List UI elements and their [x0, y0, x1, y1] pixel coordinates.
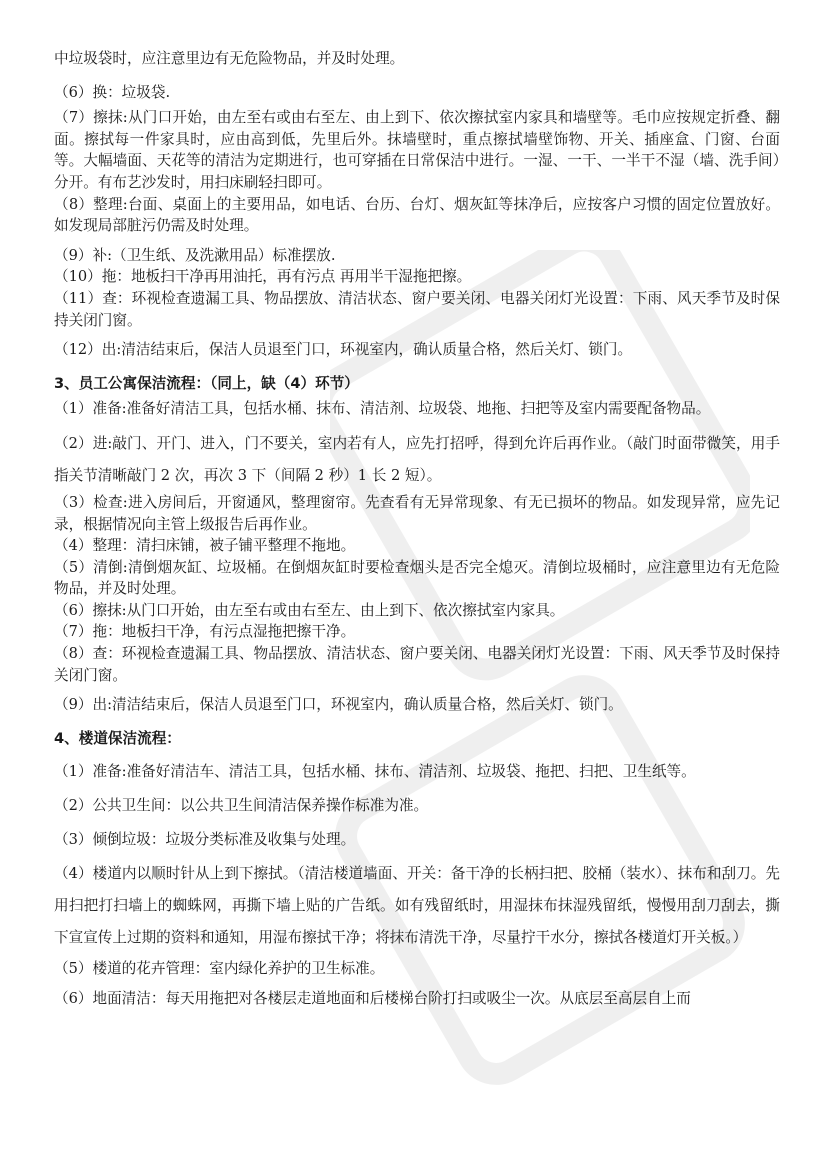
- list-item: （6）擦抹:从门口开始，由左至右或由右至左、由上到下、依次擦拭室内家具。: [54, 601, 565, 619]
- list-item: （3）检查:进入房间后，开窗通风，整理窗帘。先查看有无异常现象、有无已损坏的物品。如发现异常，应先记录，根据情况向主管上级报告后再作业。: [54, 493, 780, 533]
- list-item: （3）倾倒垃圾：垃圾分类标准及收集与处理。: [54, 830, 356, 848]
- list-item: （2）公共卫生间：以公共卫生间清洁保养操作标准为准。: [54, 797, 429, 815]
- list-item: （9）出:清洁结束后，保洁人员退至门口，环视室内，确认质量合格，然后关灯、锁门。: [54, 696, 623, 714]
- paragraph: （7）擦抹:从门口开始，由左至右或由右至左、由上到下、依次擦拭室内家具和墙壁等。毛巾应按规定折叠、翻面。擦拭每一件家具时，应由高到低，先里后外。抹墙壁时，重点擦拭墙壁饰物、开关、插座盒、门窗、台面等。大幅墙面、天花等的清洁为定期进行，也可穿插在日常保洁中进行。一湿、一干、一半干不湿（墙、洗手间）分开。有布艺沙发时，用扫床刷轻扫即可。: [54, 109, 780, 191]
- list-item: （7）拖：地板扫干净，有污点湿拖把擦干净。: [54, 623, 356, 641]
- paragraph: （11）查：环视检查遗漏工具、物品摆放、清洁状态、窗户要关闭、电器关闭灯光设置：下雨、风天季节及时保持关闭门窗。: [54, 289, 780, 329]
- section-heading-4: 4、楼道保洁流程：: [54, 729, 181, 747]
- list-item: （5）清倒:清倒烟灰缸、垃圾桶。在倒烟灰缸时要检查烟头是否完全熄灭。清倒垃圾桶时，应注意里边有无危险物品，并及时处理。: [54, 558, 780, 598]
- section-heading-3: 3、员工公寓保洁流程：（同上，缺（4）环节）: [54, 374, 359, 392]
- paragraph: （12）出:清洁结束后，保洁人员退至门口，环视室内，确认质量合格，然后关灯、锁门。: [54, 341, 633, 359]
- paragraph: （9）补:（卫生纸、及洗漱用品）标准摆放.: [54, 246, 336, 264]
- list-item: （1）准备:准备好清洁车、清洁工具，包括水桶、抹布、清洁剂、垃圾袋、拖把、扫把、卫生纸等。: [54, 763, 696, 781]
- list-item: （1）准备:准备好清洁工具，包括水桶、抹布、清洁剂、垃圾袋、地拖、扫把等及室内需要配备物品。: [54, 400, 711, 418]
- list-item: （8）查：环视检查遗漏工具、物品摆放、清洁状态、窗户要关闭、电器关闭灯光设置：下雨、风天季节及时保持关闭门窗。: [54, 645, 780, 684]
- paragraph: 中垃圾袋时，应注意里边有无危险物品，并及时处理。: [54, 50, 405, 67]
- list-item: （5）楼道的花卉管理：室内绿化养护的卫生标准。: [54, 960, 385, 978]
- paragraph: （10）拖：地板扫干净再用油托，再有污点 再用半干湿拖把擦。: [54, 268, 472, 286]
- list-item: （6）地面清洁：每天用拖把对各楼层走道地面和后楼梯台阶打扫或吸尘一次。从底层至高层自上而: [54, 989, 691, 1007]
- list-item: （4）楼道内以顺时针从上到下擦拭。（清洁楼道墙面、开关：备干净的长柄扫把、胶桶（装水）、抹布和刮刀。先用扫把打扫墙上的蜘蛛网，再撕下墙上贴的广告纸。如有残留纸时，用湿抹布抹湿残留纸，慢慢用刮刀刮去，撕下宣宣传上过期的资料和通知，用湿布擦拭干净；将抹布清洗干净，尽量拧干水分，擦拭各楼道灯开关板。）: [54, 865, 780, 947]
- paragraph: （8）整理:台面、桌面上的主要用品，如电话、台历、台灯、烟灰缸等抹净后，应按客户习惯的固定位置放好。如发现局部脏污仍需及时处理。: [54, 195, 780, 235]
- list-item: （2）进:敲门、开门、进入，门不要关，室内若有人，应先打招呼，得到允许后再作业。（敲门时面带微笑，用手指关节清晰敲门 2 次，再次 3 下（间隔 2 秒）1 长 2 短）。: [54, 434, 780, 484]
- paragraph: （6）换：垃圾袋.: [54, 83, 171, 101]
- list-item: （4）整理：清扫床铺，被子铺平整理不拖地。: [54, 537, 356, 555]
- document-body: [54, 48, 780, 1009]
